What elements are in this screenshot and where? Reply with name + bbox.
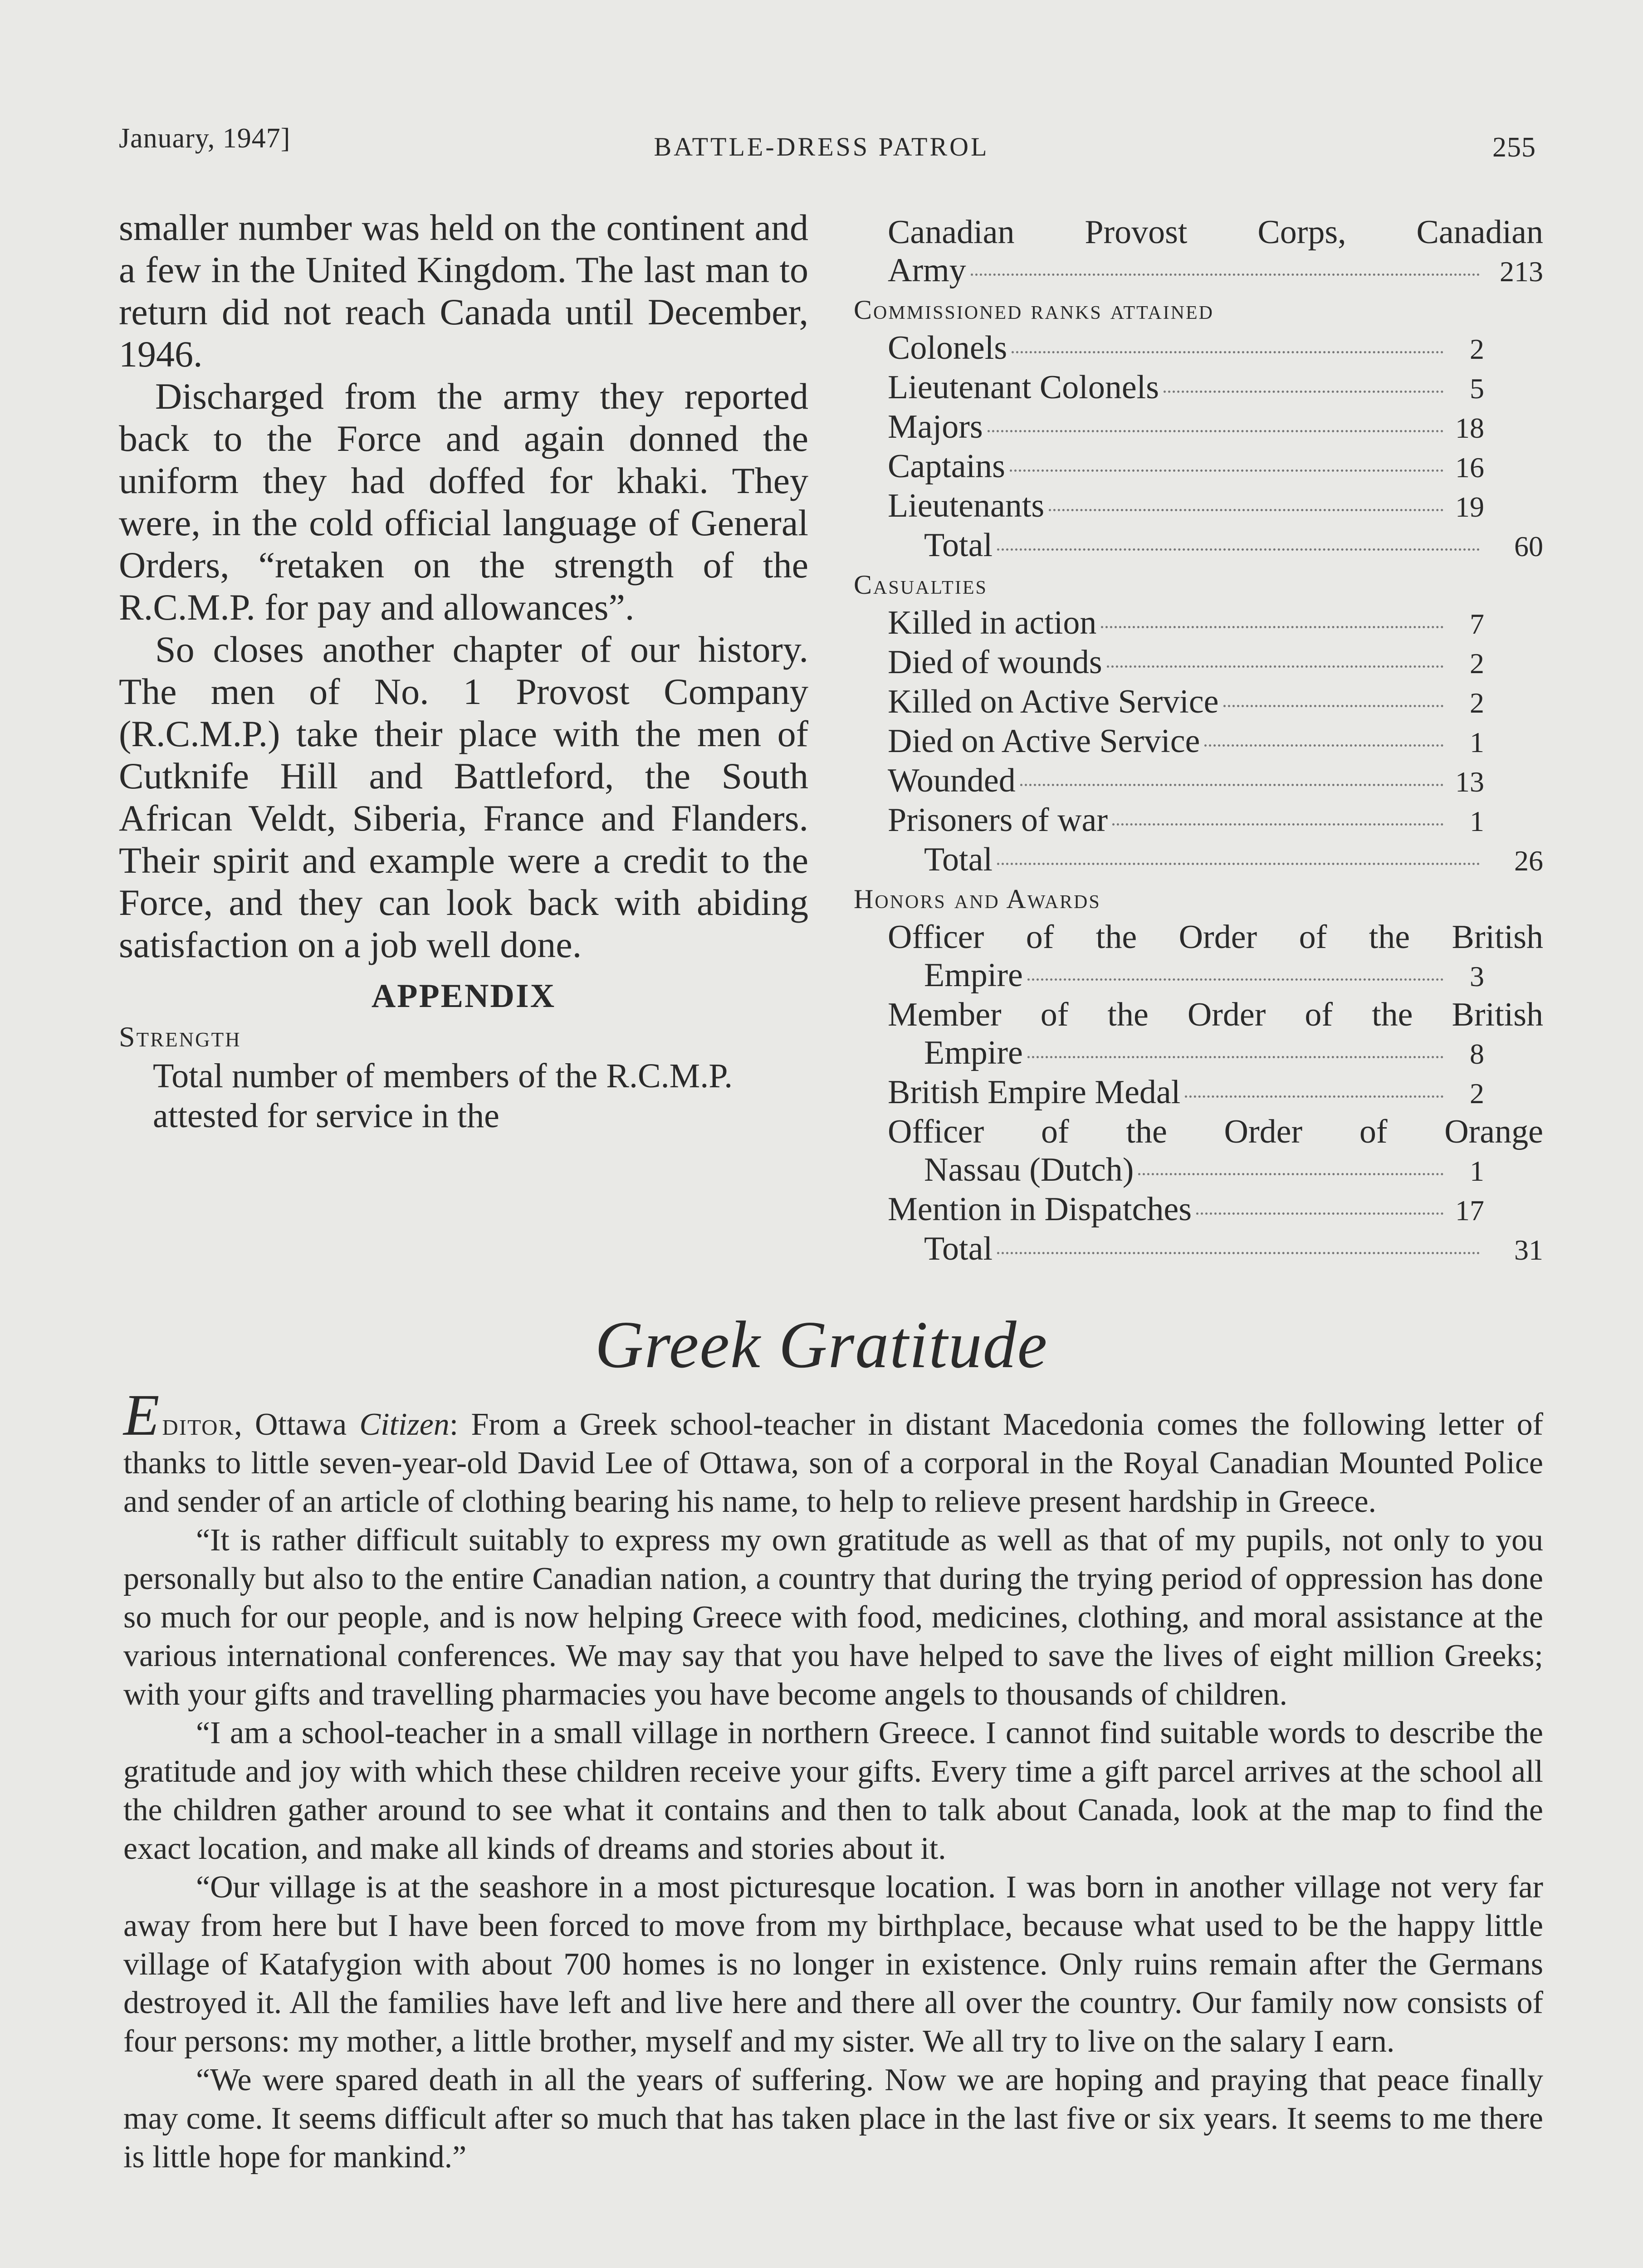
table-row (854, 604, 1543, 643)
row-label: Wounded (888, 762, 1016, 799)
leader-dots (1185, 1095, 1443, 1098)
row-value: 16 (1455, 451, 1484, 484)
row-label: Killed on Active Service (888, 683, 1219, 720)
row-label: Nassau (Dutch) (924, 1151, 1134, 1188)
commissioned-heading: Commissioned ranks attained (854, 295, 1214, 325)
row-label: Captains (888, 448, 1005, 485)
leader-dots (997, 863, 1480, 865)
obe-line: Officer of the Order of the British (888, 919, 1543, 956)
row-label: British Empire Medal (888, 1074, 1181, 1111)
table-row (854, 956, 1543, 996)
row-value: 5 (1470, 372, 1484, 405)
casualties-heading: Casualties (854, 570, 988, 600)
leader-dots (1138, 1173, 1443, 1175)
leader-dots (1010, 469, 1443, 472)
article-title: Greek Gratitude (595, 1308, 1048, 1382)
row-value: 1 (1470, 805, 1484, 837)
row-label: Empire (924, 957, 1023, 994)
leader-dots (1164, 391, 1443, 393)
row-value: 19 (1455, 491, 1484, 523)
row-label: Prisoners of war (888, 802, 1108, 839)
honours-heading: Honors and Awards (854, 884, 1101, 914)
table-row (854, 447, 1543, 487)
row-value: 18 (1455, 412, 1484, 444)
leader-dots (1020, 784, 1443, 786)
leader-dots (1112, 823, 1443, 826)
leader-dots (997, 548, 1480, 551)
table-row (854, 801, 1543, 841)
drop-cap: E (123, 1383, 160, 1448)
left-column (119, 206, 808, 1136)
leader-dots (988, 430, 1443, 432)
total-row (854, 841, 1543, 880)
paragraph-discharged: Discharged from the army they reported back to the Force and again donned the uniform they had doffed for khaki. They were, in the cold official language of General Orders, “retaken on the strength of the R.C.M.P. for pay and allowances”. (119, 376, 808, 628)
total-label: Total (924, 1230, 993, 1267)
leader-dots (1223, 705, 1443, 707)
leader-dots (971, 274, 1480, 276)
leader-dots (1027, 978, 1443, 981)
row-value: 3 (1470, 960, 1484, 992)
lead-text: : From a Greek school-teacher in distant Macedonia comes the following letter of thanks to little seven-year-old David Lee of Ottawa, son of a corporal in the Royal Canadian Mounted Police and sender of an article of clothing bearing his name, to help to relieve present hardship in Greece. (123, 1407, 1543, 1519)
leader-dots (1012, 351, 1443, 353)
row-label: Mention in Dispatches (888, 1191, 1192, 1228)
row-label: Killed in action (888, 604, 1097, 641)
row-label: Lieutenants (888, 487, 1045, 524)
lead-text: , Ottawa (234, 1407, 360, 1442)
lead-italic: Citizen (359, 1407, 450, 1442)
leader-dots (1049, 509, 1443, 511)
table-row (854, 1190, 1543, 1230)
row-label: Empire (924, 1034, 1023, 1071)
leader-dots (1196, 1212, 1443, 1215)
row-value: 13 (1455, 766, 1484, 798)
mbe-line: Member of the Order of the British (888, 996, 1543, 1033)
right-column (854, 213, 1543, 1269)
total-value: 26 (1514, 845, 1543, 877)
table-row (854, 1034, 1543, 1073)
row-value: 2 (1470, 687, 1484, 719)
strength-label: Army (888, 252, 966, 289)
total-value: 60 (1514, 530, 1543, 562)
row-label: Lieutenant Colonels (888, 369, 1159, 406)
paragraph-continued: smaller number was held on the continent and a few in the United Kingdom. The last man to return did not reach Canada until December, 1946. (119, 207, 808, 375)
letter-paragraph: “It is rather difficult suitably to express my own gratitude as well as that of my pupils, not only to you personally but also to the entire Canadian nation, a country that during the trying period of oppression has done so much for our people, and is now helping Greece with food, medicines, clothing, and moral assistance at the various international conferences. We may say that you have helped to save the lives of eight million Greeks; with your gifts and travelling pharmacies you have become angels to thousands of children. (123, 1523, 1543, 1712)
appendix-heading: APPENDIX (371, 978, 556, 1015)
row-value: 8 (1470, 1038, 1484, 1070)
letter-paragraph: “Our village is at the seashore in a most picturesque location. I was born in another village not very far away from here but I have been forced to move from my birthplace, because what used to be the happy little village of Katafygion with about 700 homes is no longer in existence. Only ruins remain after the Germans destroyed it. All the families have left and live here and there all over the country. Our family now consists of four persons: my mother, a little brother, myself and my sister. We all try to live on the salary I earn. (123, 1870, 1543, 2059)
strength-row (854, 251, 1543, 291)
row-value: 7 (1470, 608, 1484, 640)
row-value: 2 (1470, 333, 1484, 365)
page-number: 255 (1492, 132, 1536, 163)
leader-dots (1107, 665, 1443, 668)
row-value: 1 (1470, 1155, 1484, 1187)
row-value: 2 (1470, 1077, 1484, 1110)
leader-dots (997, 1252, 1480, 1254)
table-row (854, 1151, 1543, 1190)
strength-value: 213 (1500, 255, 1543, 288)
letter-paragraph: “We were spared death in all the years of suffering. Now we are hoping and praying that peace finally may come. It seems difficult after so much that has taken place in the last five or six years. It seems to me there is little hope for mankind.” (123, 2063, 1543, 2175)
table-row (854, 762, 1543, 801)
leader-dots (1204, 744, 1443, 747)
header-title: BATTLE-DRESS PATROL (654, 132, 989, 161)
strength-heading: Strength (119, 1021, 241, 1053)
table-row (854, 683, 1543, 722)
row-value: 1 (1470, 726, 1484, 758)
letter-paragraph: “I am a school-teacher in a small village in northern Greece. I cannot find suitable words to describe the gratitude and joy with which these children receive your gifts. Every time a gift parcel arrives at the school all the children gather around to see what it contains and then to talk about Canada, look at the map to find the exact location, and make all kinds of dreams and stories about it. (123, 1716, 1543, 1866)
row-label: Died of wounds (888, 644, 1102, 681)
article-lead (123, 1383, 1543, 1521)
lead-smallcaps: ditor (162, 1407, 235, 1442)
row-value: 2 (1470, 647, 1484, 679)
orange-line: Officer of the Order of Orange (888, 1113, 1543, 1150)
table-row (854, 1073, 1543, 1113)
total-value: 31 (1514, 1234, 1543, 1266)
total-row (854, 1230, 1543, 1269)
strength-line: Canadian Provost Corps, Canadian (888, 214, 1543, 251)
leader-dots (1027, 1056, 1443, 1058)
total-row (854, 526, 1543, 566)
table-row (854, 408, 1543, 447)
table-row (854, 643, 1543, 683)
total-label: Total (924, 527, 993, 564)
table-row (854, 722, 1543, 762)
article-body (123, 1383, 1543, 2176)
row-label: Majors (888, 408, 983, 445)
row-value: 17 (1455, 1194, 1484, 1227)
paragraph-closing: So closes another chapter of our history. The men of No. 1 Provost Company (R.C.M.P.) take their place with the men of Cutknife Hill and Battleford, the South African Veldt, Siberia, France and Flanders. Their spirit and example were a credit to the Force, and they can look back with abiding satisfaction on a job well done. (119, 629, 808, 965)
table-row (854, 329, 1543, 368)
table-row (854, 487, 1543, 526)
table-row (854, 368, 1543, 408)
row-label: Colonels (888, 329, 1007, 367)
strength-text: Total number of members of the R.C.M.P. attested for service in the (153, 1057, 733, 1135)
row-label: Died on Active Service (888, 723, 1200, 760)
leader-dots (1101, 626, 1443, 628)
total-label: Total (924, 841, 993, 878)
header-date: January, 1947] (119, 123, 291, 154)
